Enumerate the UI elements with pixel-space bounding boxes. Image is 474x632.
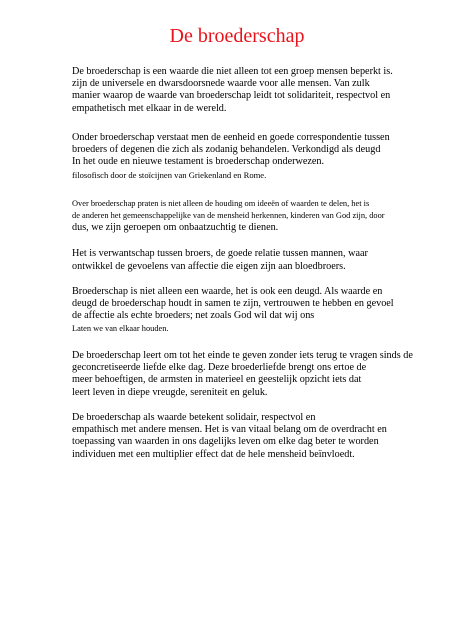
paragraph-line: De broederschap leert om tot het einde te geven zonder iets terug te vragen sinds de — [72, 350, 413, 361]
paragraph-line: filosofisch door de stoïcijnen van Griekenland en Rome. — [72, 169, 267, 180]
paragraph-line: De broederschap is een waarde die niet alleen tot een groep mensen beperkt is. — [72, 66, 393, 77]
paragraph-line: Over broederschap praten is niet alleen de houding om ideeën of waarden te delen, het is — [72, 199, 370, 208]
paragraph-line: In het oude en nieuwe testament is broederschap onderwezen. — [72, 156, 325, 168]
paragraph-4 — [72, 247, 412, 273]
paragraph-3 — [72, 198, 412, 235]
paragraph-line: de anderen het gemeenschappelijke van de mensheid herkennen, kinderen van God zijn, door — [72, 211, 385, 221]
paragraph-1 — [72, 66, 412, 115]
paragraph-line: individuen met een multiplier effect dat de hele mensheid beïnvloedt. — [72, 448, 355, 460]
paragraph-line: de affectie als echte broeders; net zoals God wil dat wij ons — [72, 310, 315, 322]
paragraph-line: dus, we zijn geroepen om onbaatzuchtig te dienen. — [72, 222, 279, 234]
paragraph-line: Onder broederschap verstaat men de eenheid en goede correspondentie tussen — [72, 132, 390, 143]
paragraph-line: leert leven in diepe vreugde, sereniteit en geluk. — [72, 386, 268, 398]
paragraph-line: De broederschap als waarde betekent solidair, respectvol en — [72, 412, 316, 423]
paragraph-line: Broederschap is niet alleen een waarde, het is ook een deugd. Als waarde en — [72, 286, 383, 297]
paragraph-line: geconcretiseerde liefde elke dag. Deze broederliefde brengt ons ertoe de — [72, 362, 367, 374]
paragraph-line: Het is verwantschap tussen broers, de goede relatie tussen mannen, waar — [72, 248, 368, 259]
paragraph-line: empathisch met andere mensen. Het is van vitaal belang om de overdracht en — [72, 424, 387, 436]
paragraph-6 — [72, 350, 412, 399]
paragraph-line: toepassing van waarden in ons dagelijks leven om elke dag beter te worden — [72, 436, 379, 448]
paragraph-line: zijn de universele en dwarsdoorsnede waarde voor alle mensen. Van zulk — [72, 78, 370, 90]
document-title: De broederschap — [169, 25, 305, 47]
paragraph-line: ontwikkel de gevoelens van affectie die eigen zijn aan bloedbroers. — [72, 261, 346, 272]
paragraph-line: deugd de broederschap houdt in samen te zijn, vertrouwen te hebben en gevoel — [72, 298, 394, 310]
paragraph-line: meer behoeftigen, de armsten in materieel en geestelijk opzicht iets dat — [72, 374, 362, 386]
paragraph-7 — [72, 412, 412, 461]
paragraph-line: empathetisch met elkaar in de wereld. — [72, 102, 227, 114]
paragraph-line: broeders of degenen die zich als zodanig behandelen. Verkondigd als deugd — [72, 144, 381, 156]
paragraph-line: Laten we van elkaar houden. — [72, 323, 169, 333]
paragraph-2 — [72, 132, 412, 181]
paragraph-line: manier waarop de waarde van broederschap leidt tot solidariteit, respectvol en — [72, 90, 391, 102]
paragraph-5 — [72, 286, 412, 335]
